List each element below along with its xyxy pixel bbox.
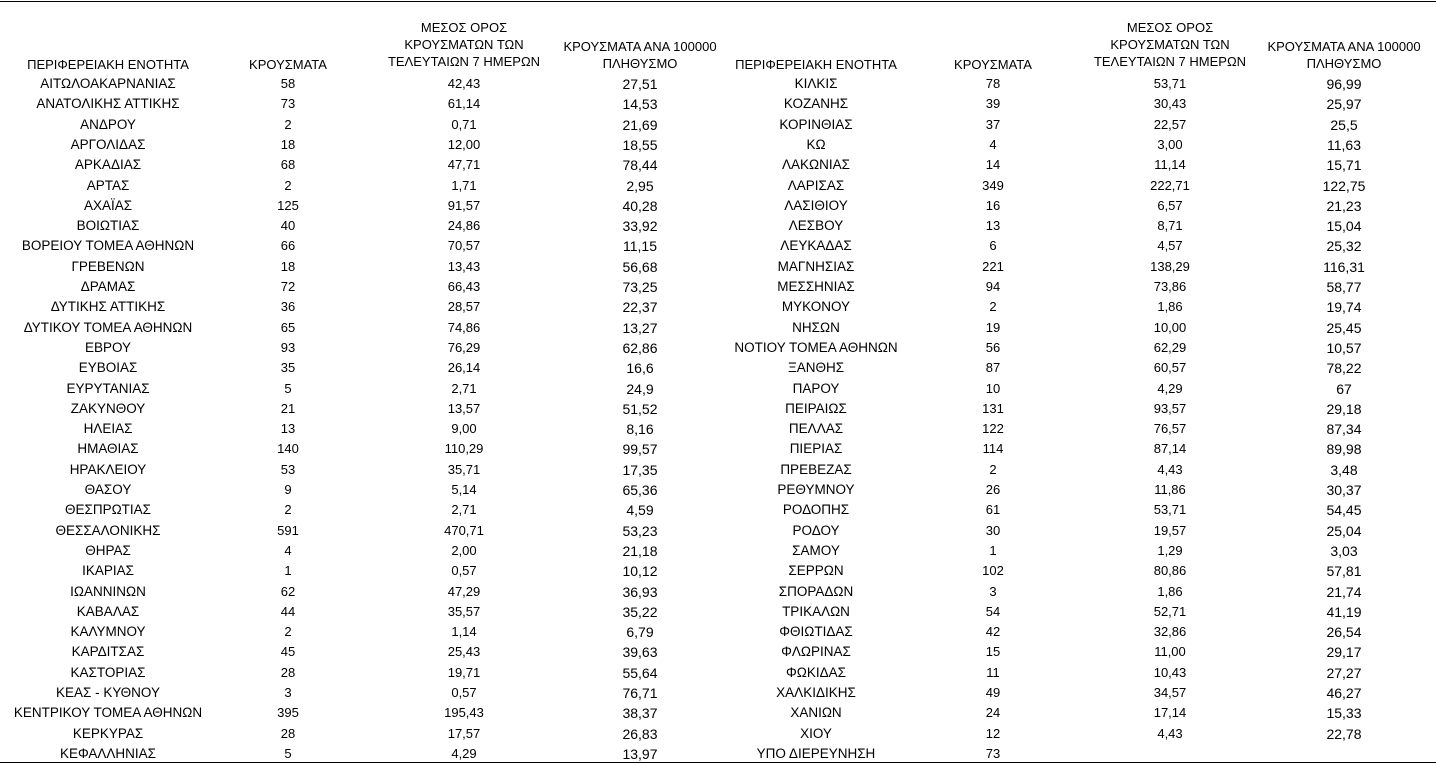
avg7-cell: 28,57 [447,299,481,315]
region-cell: ΚΕΑΣ - ΚΥΘΝΟΥ [56,685,160,700]
avg7-cell: 5,14 [451,482,477,497]
region-cell: ΘΕΣΣΑΛΟΝΙΚΗΣ [55,522,161,538]
region-cell: ΛΕΣΒΟΥ [788,218,844,234]
header-region-left: ΠΕΡΙΦΕΡΕΙΑΚΗ ΕΝΟΤΗΤΑ [27,57,189,72]
avg7-cell: 1,71 [451,177,477,193]
per100k-cell: 6,79 [626,624,654,641]
per100k-cell: 53,23 [622,522,658,539]
avg7-cell: 10,43 [1153,664,1187,680]
per100k-cell: 2,95 [626,177,654,194]
region-cell: ΥΠΟ ΔΙΕΡΕΥΝΗΣΗ [756,745,876,761]
region-cell: ΔΥΤΙΚΟΥ ΤΟΜΕΑ ΑΘΗΝΩΝ [23,319,193,335]
avg7-cell: 32,86 [1153,624,1187,640]
per100k-cell: 76,71 [622,685,658,701]
region-cell: ΞΑΝΘΗΣ [787,360,845,376]
avg7-cell: 195,43 [444,705,484,721]
region-cell: ΗΡΑΚΛΕΙΟΥ [69,461,147,477]
avg7-cell: 11,00 [1154,644,1186,660]
avg7-cell: 60,57 [1153,360,1187,376]
avg7-cell: 66,43 [447,279,481,294]
header-avg7-line3: ΤΕΛΕΥΤΑΙΩΝ 7 ΗΜΕΡΩΝ [387,54,541,69]
per100k-cell: 39,63 [622,644,658,661]
header-per100k-line1: ΚΡΟΥΣΜΑΤΑ ΑΝΑ 100000 [563,39,717,54]
cases-cell: 28 [280,725,296,741]
region-cell: ΧΑΛΚΙΔΙΚΗΣ [776,685,856,700]
per100k-cell: 38,37 [622,705,658,722]
region-cell: ΜΥΚΟΝΟΥ [781,299,851,315]
region-cell: ΜΑΓΝΗΣΙΑΣ [777,258,855,274]
per100k-cell: 13,97 [622,745,658,762]
per100k-cell [1252,746,1436,762]
avg7-cell: 53,71 [1153,76,1187,91]
region-cell: ΑΝΔΡΟΥ [80,116,136,132]
per100k-cell: 46,27 [1326,685,1362,701]
header-per100k-line1: ΚΡΟΥΣΜΑΤΑ ΑΝΑ 100000 [1267,39,1421,54]
cases-cell: 1 [989,542,997,558]
region-cell: ΘΕΣΠΡΩΤΙΑΣ [64,502,152,518]
cases-cell: 61 [985,502,1001,518]
avg7-cell: 4,43 [1157,725,1183,741]
region-cell: ΒΟΙΩΤΙΑΣ [76,218,140,234]
cases-cell: 65 [280,319,296,335]
header-per100k-right [1252,38,1436,72]
cases-cell: 56 [985,339,1001,355]
cases-cell: 125 [277,197,299,213]
cases-cell: 44 [280,603,296,619]
region-cell: ΚΟΡΙΝΘΙΑΣ [779,116,853,132]
per100k-cell: 18,55 [622,136,658,153]
cases-cell: 122 [982,421,1004,437]
per100k-cell: 22,78 [1326,725,1362,742]
avg7-cell: 35,57 [447,603,481,619]
region-cell: ΑΝΑΤΟΛΙΚΗΣ ΑΤΤΙΚΗΣ [36,96,180,112]
cases-cell: 53 [280,461,296,477]
region-cell: ΓΡΕΒΕΝΩΝ [71,258,145,274]
region-cell: ΑΡΤΑΣ [86,177,130,193]
per100k-cell: 15,71 [1326,157,1362,174]
cases-cell: 4 [989,136,997,152]
avg7-cell: 0,71 [451,116,477,132]
cases-cell: 9 [284,482,292,497]
region-cell: ΡΟΔΟΠΗΣ [782,502,850,518]
avg7-cell: 70,57 [447,238,481,254]
avg7-cell: 4,29 [1157,380,1183,396]
cases-cell: 395 [277,705,299,721]
region-cell: ΚΑΡΔΙΤΣΑΣ [71,644,145,660]
per100k-cell: 21,74 [1326,583,1362,600]
per100k-cell: 25,04 [1326,522,1362,539]
region-cell: ΘΑΣΟΥ [84,482,132,497]
region-cell: ΝΟΤΙΟΥ ΤΟΜΕΑ ΑΘΗΝΩΝ [734,339,898,355]
avg7-cell: 87,14 [1153,441,1187,457]
cases-cell: 2 [284,177,292,193]
per100k-cell: 27,27 [1326,664,1362,681]
region-cell: ΙΚΑΡΙΑΣ [82,563,134,579]
avg7-cell: 80,86 [1153,563,1187,579]
region-cell: ΦΘΙΩΤΙΔΑΣ [779,624,853,640]
cases-cell: 42 [985,624,1001,640]
per100k-cell: 67 [1336,380,1352,397]
per100k-cell: 89,98 [1326,441,1362,458]
cases-cell: 72 [280,279,296,294]
cases-cell: 4 [284,542,292,558]
region-cell: ΚΟΖΑΝΗΣ [783,96,849,112]
cases-cell: 21 [280,400,296,416]
cases-cell: 5 [284,380,292,396]
cases-cell: 13 [985,218,1001,234]
per100k-cell: 87,34 [1326,421,1362,438]
cases-cell: 18 [280,258,296,274]
header-per100k-line2: ΠΛΗΘΥΣΜΟ [602,56,678,71]
cases-cell: 28 [280,664,296,680]
header-per100k-line2: ΠΛΗΘΥΣΜΟ [1306,56,1382,71]
per100k-cell: 62,86 [622,339,658,356]
cases-cell: 18 [280,136,296,152]
cases-cell: 78 [985,76,1001,91]
per100k-cell: 54,45 [1326,502,1362,519]
region-cell: ΚΑΣΤΟΡΙΑΣ [70,664,146,680]
region-cell: ΕΥΒΟΙΑΣ [78,360,138,376]
avg7-cell: 25,43 [447,644,481,660]
region-cell: ΣΑΜΟΥ [792,542,840,558]
header-avg7-right [1082,19,1258,70]
region-cell: ΦΩΚΙΔΑΣ [786,664,846,680]
avg7-cell: 2,71 [451,502,477,518]
avg7-cell: 73,86 [1153,279,1187,294]
per100k-cell: 19,74 [1326,299,1362,316]
cases-cell: 10 [985,380,1001,396]
region-cell: ΚΑΛΥΜΝΟΥ [70,624,146,640]
per100k-cell: 25,45 [1326,319,1362,336]
avg7-cell: 35,71 [447,461,481,477]
cases-cell: 49 [985,685,1001,700]
per100k-cell: 36,93 [622,583,658,600]
avg7-cell: 17,57 [447,725,481,741]
avg7-cell: 1,14 [451,624,477,640]
cases-cell: 3 [989,583,997,599]
cases-cell: 11 [986,664,1000,680]
cases-cell: 2 [284,116,292,132]
per100k-cell: 65,36 [622,482,658,498]
cases-cell: 2 [284,624,292,640]
cases-cell: 73 [985,745,1001,761]
header-per100k-left [548,38,732,72]
avg7-cell: 9,00 [451,421,477,437]
per100k-cell: 13,27 [622,319,658,336]
per100k-cell: 11,63 [1327,136,1361,153]
cases-cell: 3 [284,685,292,700]
header-region-right: ΠΕΡΙΦΕΡΕΙΑΚΗ ΕΝΟΤΗΤΑ [735,57,897,72]
per100k-cell: 3,48 [1330,461,1358,478]
avg7-cell: 13,57 [447,400,481,416]
per100k-cell: 25,97 [1326,96,1362,113]
region-cell: ΡΟΔΟΥ [792,522,840,538]
cases-cell: 54 [985,603,1001,619]
region-cell: ΕΥΡΥΤΑΝΙΑΣ [66,380,150,396]
per100k-cell: 41,19 [1326,603,1362,620]
avg7-cell: 93,57 [1153,400,1187,416]
region-cell: ΙΩΑΝΝΙΝΩΝ [70,583,146,599]
cases-cell: 140 [277,441,299,457]
cases-cell: 15 [985,644,1001,660]
avg7-cell: 1,29 [1157,542,1183,558]
per100k-cell: 122,75 [1322,177,1366,194]
per100k-cell: 56,68 [622,258,658,275]
bottom-border [0,762,1436,763]
avg7-cell: 30,43 [1153,96,1187,112]
header-avg7-line1: ΜΕΣΟΣ ΟΡΟΣ [420,20,508,35]
avg7-cell: 3,00 [1157,136,1183,152]
per100k-cell: 14,53 [622,96,658,113]
avg7-cell: 19,57 [1153,522,1187,538]
header-avg7-left [376,19,552,70]
avg7-cell: 4,43 [1157,461,1183,477]
per100k-cell: 8,16 [626,421,654,438]
avg7-cell: 47,29 [447,583,481,599]
cases-cell: 102 [982,563,1004,579]
per100k-cell: 25,32 [1326,238,1362,255]
cases-cell: 87 [985,360,1001,376]
per100k-cell: 15,33 [1326,705,1362,722]
header-avg7-line2: ΚΡΟΥΣΜΑΤΩΝ ΤΩΝ [1110,37,1230,52]
per100k-cell: 58,77 [1326,279,1362,295]
avg7-cell: 24,86 [447,218,481,234]
avg7-cell: 62,29 [1153,339,1187,355]
region-cell: ΛΑΡΙΣΑΣ [787,177,845,193]
avg7-cell: 12,00 [447,136,481,152]
cases-cell: 35 [280,360,296,376]
avg7-cell: 4,29 [451,745,477,761]
region-cell: ΠΑΡΟΥ [792,380,840,396]
per100k-cell: 11,15 [623,238,657,255]
cases-cell: 1 [284,563,292,579]
cases-cell: 16 [985,197,1001,213]
region-cell: ΠΕΛΛΑΣ [788,421,844,437]
per100k-cell: 55,64 [622,664,658,681]
per100k-cell: 78,44 [622,157,658,174]
cases-cell: 93 [280,339,296,355]
per100k-cell: 51,52 [622,400,658,417]
avg7-cell: 6,57 [1157,197,1183,213]
region-cell: ΚΩ [806,136,826,152]
region-cell: ΑΙΤΩΛΟΑΚΑΡΝΑΝΙΑΣ [40,76,176,91]
avg7-cell: 11,14 [1154,157,1186,173]
region-cell: ΑΡΚΑΔΙΑΣ [74,157,142,173]
avg7-cell: 61,14 [447,96,481,112]
region-cell: ΘΗΡΑΣ [85,542,131,558]
region-cell: ΔΥΤΙΚΗΣ ΑΤΤΙΚΗΣ [50,299,166,315]
region-cell: ΕΒΡΟΥ [84,339,132,355]
per100k-cell: 4,59 [626,502,654,519]
region-cell: ΚΕΦΑΛΛΗΝΙΑΣ [59,745,157,761]
region-cell: ΝΗΣΩΝ [792,319,840,335]
region-cell: ΛΕΥΚΑΔΑΣ [780,238,852,254]
region-cell: ΚΑΒΑΛΑΣ [76,603,140,619]
region-cell: ΚΕΡΚΥΡΑΣ [72,725,144,741]
avg7-cell: 42,43 [447,76,481,91]
region-cell: ΦΛΩΡΙΝΑΣ [781,644,851,660]
cases-cell: 62 [280,583,296,599]
per100k-cell: 21,23 [1326,197,1362,214]
header-avg7-line3: ΤΕΛΕΥΤΑΙΩΝ 7 ΗΜΕΡΩΝ [1093,54,1247,69]
avg7-cell: 0,57 [451,685,477,700]
per100k-cell: 26,54 [1326,624,1362,641]
region-cell: ΠΡΕΒΕΖΑΣ [780,461,852,477]
cases-cell: 45 [280,644,296,660]
avg7-cell: 76,29 [447,339,481,355]
per100k-cell: 57,81 [1326,563,1362,580]
per100k-cell: 40,28 [622,197,658,214]
avg7-cell: 2,71 [451,380,477,396]
per100k-cell: 3,03 [1330,542,1358,559]
region-cell: ΗΛΕΙΑΣ [83,421,133,437]
cases-cell: 591 [277,522,299,538]
region-cell: ΚΕΝΤΡΙΚΟΥ ΤΟΜΕΑ ΑΘΗΝΩΝ [13,705,203,721]
avg7-cell: 138,29 [1150,258,1190,274]
avg7-cell: 222,71 [1150,177,1190,193]
per100k-cell: 96,99 [1326,76,1362,92]
avg7-cell: 47,71 [447,157,481,173]
cases-cell: 6 [989,238,997,254]
avg7-cell: 110,29 [444,441,484,457]
region-cell: ΧΙΟΥ [800,725,832,741]
avg7-cell: 2,00 [451,542,477,558]
region-cell: ΡΕΘΥΜΝΟΥ [777,482,855,497]
per100k-cell: 27,51 [622,76,658,92]
region-cell: ΛΑΚΩΝΙΑΣ [782,157,850,173]
cases-cell: 94 [985,279,1001,294]
region-cell: ΧΑΝΙΩΝ [790,705,842,721]
cases-cell: 73 [280,96,296,112]
avg7-cell: 8,71 [1157,218,1183,234]
region-cell: ΒΟΡΕΙΟΥ ΤΟΜΕΑ ΑΘΗΝΩΝ [21,238,195,254]
region-cell: ΑΧΑΪΑΣ [83,197,133,213]
top-border [0,1,1436,2]
per100k-cell: 73,25 [622,279,658,295]
avg7-cell: 91,57 [447,197,481,213]
avg7-cell [1082,746,1258,762]
region-cell: ΑΡΓΟΛΙΔΑΣ [70,136,146,152]
region-cell: ΤΡΙΚΑΛΩΝ [782,603,850,619]
per100k-cell: 24,9 [626,380,654,397]
cases-cell: 13 [280,421,296,437]
cases-cell: 131 [982,400,1004,416]
cases-cell: 221 [982,258,1004,274]
cases-cell: 37 [985,116,1001,132]
region-cell: ΛΑΣΙΘΙΟΥ [784,197,848,213]
avg7-cell: 76,57 [1153,421,1187,437]
per100k-cell: 29,18 [1326,400,1362,417]
cases-cell: 14 [985,157,1001,173]
cases-cell: 2 [989,461,997,477]
avg7-cell: 1,86 [1157,583,1183,599]
cases-cell: 39 [985,96,1001,112]
region-cell: ΣΕΡΡΩΝ [788,563,844,579]
per100k-cell: 16,6 [626,360,654,377]
per100k-cell: 116,31 [1323,258,1365,275]
per100k-cell: 78,22 [1326,360,1362,377]
cases-cell: 68 [280,157,296,173]
avg7-cell: 13,43 [447,258,481,274]
cases-cell: 30 [985,522,1001,538]
per100k-cell: 30,37 [1326,482,1362,498]
per100k-cell: 21,69 [622,116,658,133]
per100k-cell: 15,04 [1326,218,1362,235]
avg7-cell: 11,86 [1154,482,1186,497]
per100k-cell: 22,37 [622,299,658,316]
avg7-cell: 17,14 [1153,705,1187,721]
header-cases-right: ΚΡΟΥΣΜΑΤΑ [954,57,1032,72]
region-cell: ΖΑΚΥΝΘΟΥ [70,400,146,416]
cases-cell: 5 [284,745,292,761]
avg7-cell: 53,71 [1153,502,1187,518]
region-cell: ΣΠΟΡΑΔΩΝ [778,583,854,599]
per100k-cell: 26,83 [622,725,658,742]
header-avg7-line2: ΚΡΟΥΣΜΑΤΩΝ ΤΩΝ [404,37,524,52]
avg7-cell: 74,86 [447,319,481,335]
region-cell: ΠΙΕΡΙΑΣ [789,441,843,457]
header-avg7-line1: ΜΕΣΟΣ ΟΡΟΣ [1126,20,1214,35]
region-cell: ΗΜΑΘΙΑΣ [77,441,139,457]
cases-cell: 12 [985,725,1001,741]
header-cases-left: ΚΡΟΥΣΜΑΤΑ [249,57,327,72]
region-cell: ΔΡΑΜΑΣ [80,279,136,294]
cases-cell: 36 [280,299,296,315]
cases-cell: 26 [985,482,1001,497]
cases-cell: 66 [280,238,296,254]
region-cell: ΚΙΛΚΙΣ [794,76,838,91]
cases-cell: 40 [280,218,296,234]
region-cell: ΠΕΙΡΑΙΩΣ [785,400,847,416]
avg7-cell: 4,57 [1157,238,1183,254]
avg7-cell: 10,00 [1153,319,1187,335]
per100k-cell: 17,35 [622,461,658,478]
avg7-cell: 0,57 [451,563,477,579]
avg7-cell: 22,57 [1153,116,1187,132]
avg7-cell: 470,71 [444,522,484,538]
cases-cell: 349 [982,177,1004,193]
cases-cell: 2 [284,502,292,518]
cases-cell: 2 [989,299,997,315]
per100k-cell: 10,57 [1326,339,1362,356]
per100k-cell: 21,18 [622,542,658,559]
per100k-cell: 10,12 [622,563,658,580]
cases-cell: 19 [985,319,1001,335]
cases-cell: 114 [982,441,1004,457]
region-cell: ΜΕΣΣΗΝΙΑΣ [777,279,855,294]
per100k-cell: 33,92 [622,218,658,235]
per100k-cell: 35,22 [622,603,658,620]
per100k-cell: 29,17 [1326,644,1362,661]
avg7-cell: 19,71 [447,664,481,680]
cases-cell: 24 [985,705,1001,721]
avg7-cell: 34,57 [1153,685,1187,700]
avg7-cell: 1,86 [1157,299,1183,315]
cases-cell: 58 [280,76,296,91]
avg7-cell: 52,71 [1153,603,1187,619]
per100k-cell: 99,57 [622,441,658,458]
per100k-cell: 25,5 [1330,116,1358,133]
avg7-cell: 26,14 [447,360,481,376]
